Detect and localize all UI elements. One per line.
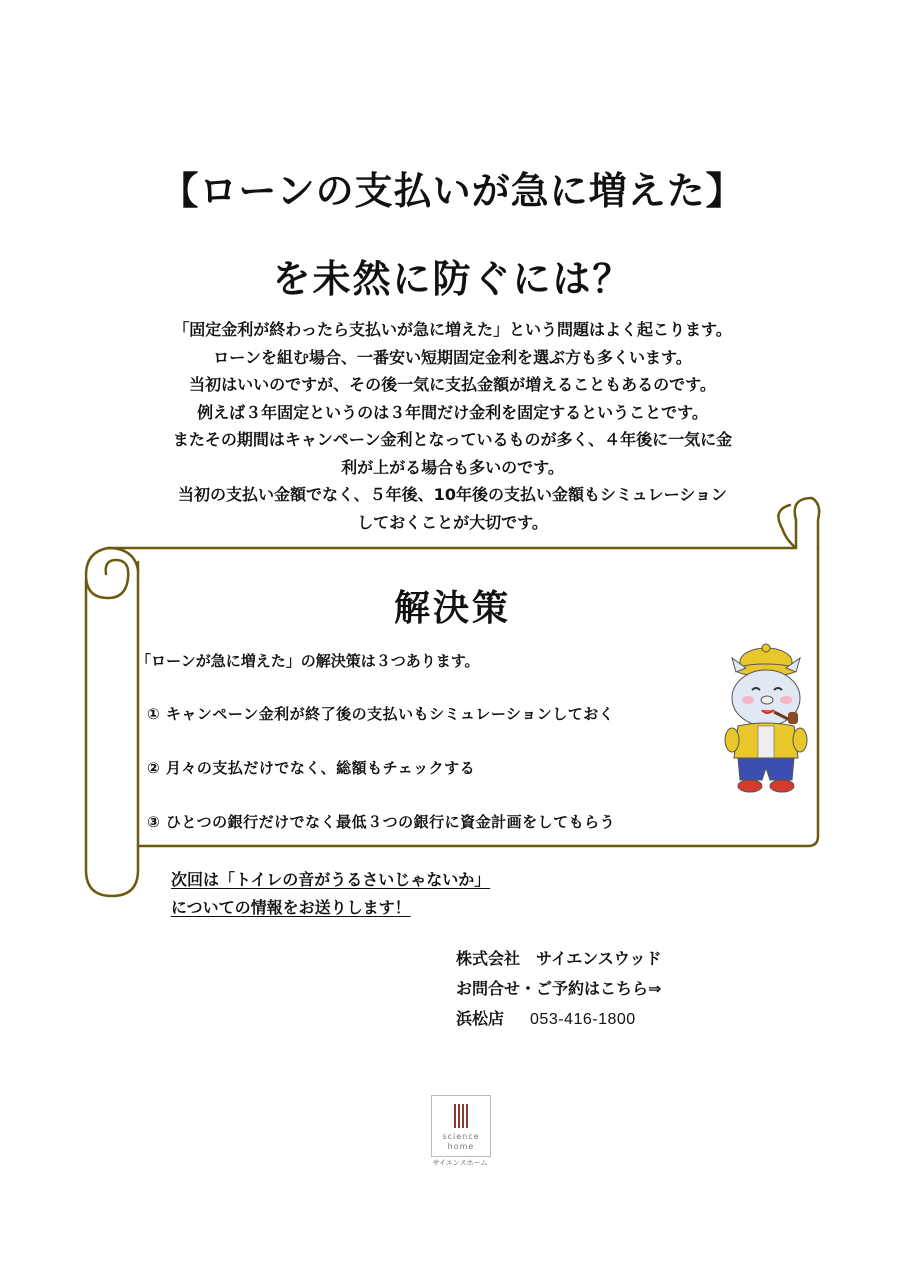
intro-line: 利が上がる場合も多いのです。 [341,457,564,477]
intro-line: 例えば３年固定というのは３年間だけ金利を固定するということです。 [197,402,708,422]
branch-name: 浜松店 [456,1009,505,1028]
inquiry-text: お問合せ・ご予約はこちら⇒ [456,979,662,998]
solution-item-1: ① キャンペーン金利が終了後の支払いもシミュレーションしておく [147,705,615,723]
next-issue-line2: についての情報をお送りします！ [171,898,411,917]
logo-text-line2: home [447,1142,475,1151]
logo-text-line1: science [442,1132,480,1141]
intro-line: 「固定金利が終わったら支払いが急に増えた」という問題はよく起こります。 [173,320,732,339]
solution-title: 解決策 [393,588,511,629]
logo-caption: サイエンスホーム [432,1159,488,1167]
company-logo [431,1095,491,1157]
page-title-line1: 【ローンの支払いが急に増えた】 [160,169,745,213]
contact-block [456,944,661,1035]
mascot-illustration [718,640,813,800]
page-title-line2: を未然に防ぐには？ [272,257,633,301]
solution-lead: 「ローンが急に増えた」の解決策は３つあります。 [136,652,480,670]
intro-line: 当初はいいのですが、その後一気に支払金額が増えることもあるのです。 [189,375,716,394]
phone-number[interactable]: 053-416-1800 [530,1011,636,1028]
intro-line: 当初の支払い金額でなく、５年後、10年後の支払い金額もシミュレーション [178,485,727,504]
solution-item-2: ② 月々の支払だけでなく、総額もチェックする [147,759,476,777]
next-issue-notice [171,866,490,922]
intro-line: しておくことが大切です。 [357,512,548,532]
logo-bars-icon [454,1104,468,1128]
solution-item-3: ③ ひとつの銀行だけでなく最低３つの銀行に資金計画をしてもらう [147,813,616,831]
intro-line: またその期間はキャンペーン金利となっているものが多く、４年後に一気に金 [172,430,733,449]
intro-line: ローンを組む場合、一番安い短期固定金利を選ぶ方も多くいます。 [213,347,692,367]
company-name: 株式会社 サイエンスウッド [456,949,662,968]
next-issue-line1: 次回は「トイレの音がうるさいじゃないか」 [171,870,491,889]
branch-row [456,1004,661,1035]
